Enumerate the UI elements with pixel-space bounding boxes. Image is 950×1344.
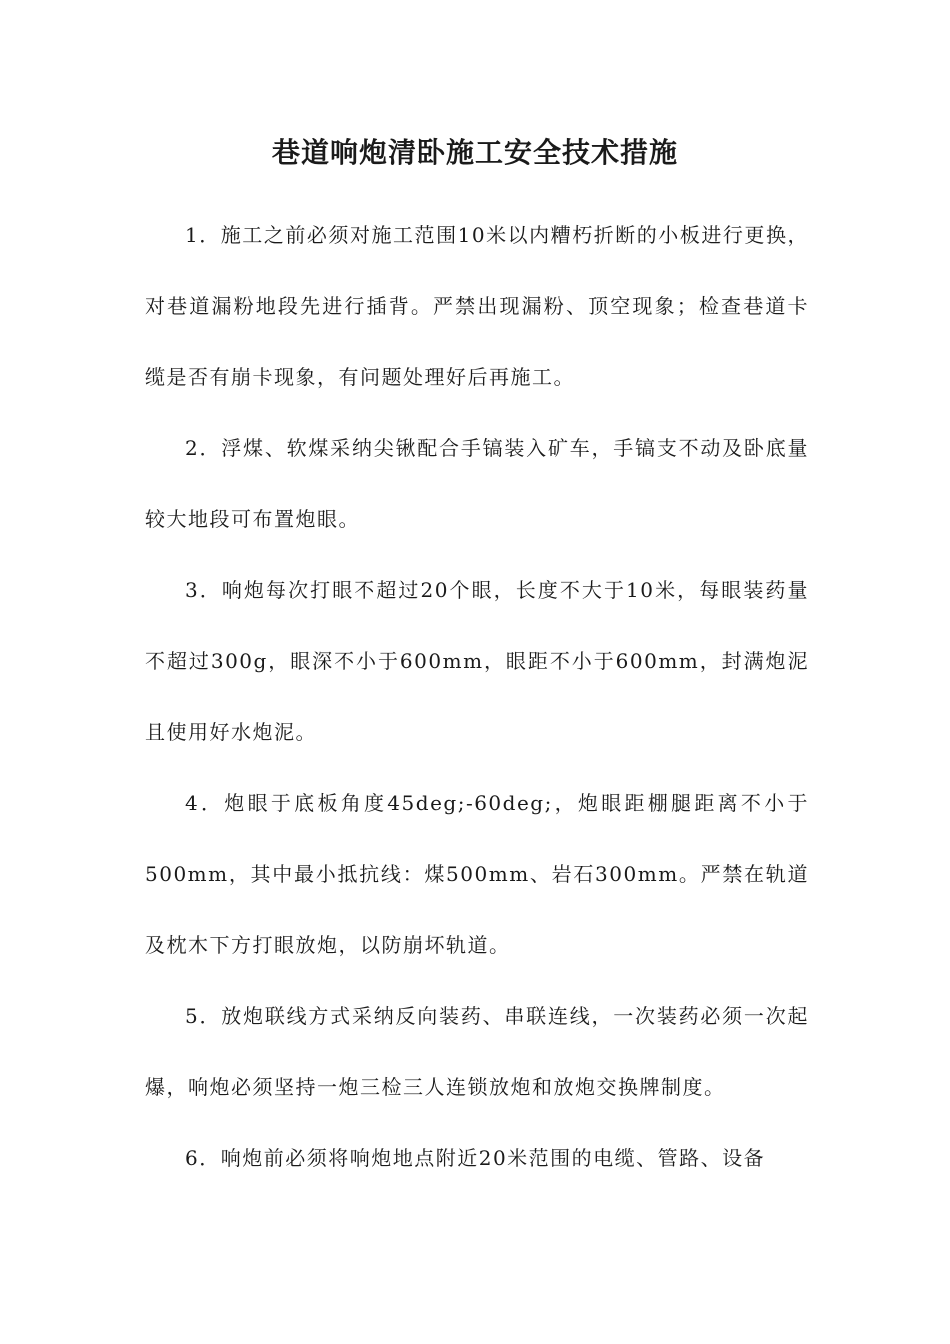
- paragraph-1: 1．施工之前必须对施工范围10米以内糟朽折断的小板进行更换，对巷道漏粉地段先进行插背。严禁出现漏粉、顶空现象；检查巷道卡缆是否有崩卡现象，有问题处理好后再施工。: [145, 223, 809, 389]
- paragraph-5: 5．放炮联线方式采纳反向装药、串联连线，一次装药必须一次起爆，响炮必须坚持一炮三检三人连锁放炮和放炮交换牌制度。: [145, 1004, 809, 1099]
- paragraph-6: 6．响炮前必须将响炮地点附近20米范围的电缆、管路、设备: [185, 1146, 766, 1170]
- paragraph-2: 2．浮煤、软煤采纳尖锹配合手镐装入矿车，手镐支不动及卧底量较大地段可布置炮眼。: [145, 436, 809, 531]
- document-body: [145, 200, 809, 1194]
- document-title: 巷道响炮清卧施工安全技术措施: [271, 136, 678, 169]
- paragraph-3: 3．响炮每次打眼不超过20个眼，长度不大于10米，每眼装药量不超过300g，眼深不小于600mm，眼距不小于600mm，封满炮泥且使用好水炮泥。: [145, 578, 809, 744]
- paragraph-4: 4．炮眼于底板角度45deg;-60deg;，炮眼距棚腿距离不小于500mm，其中最小抵抗线：煤500mm、岩石300mm。严禁在轨道及枕木下方打眼放炮，以防崩坏轨道。: [145, 791, 809, 957]
